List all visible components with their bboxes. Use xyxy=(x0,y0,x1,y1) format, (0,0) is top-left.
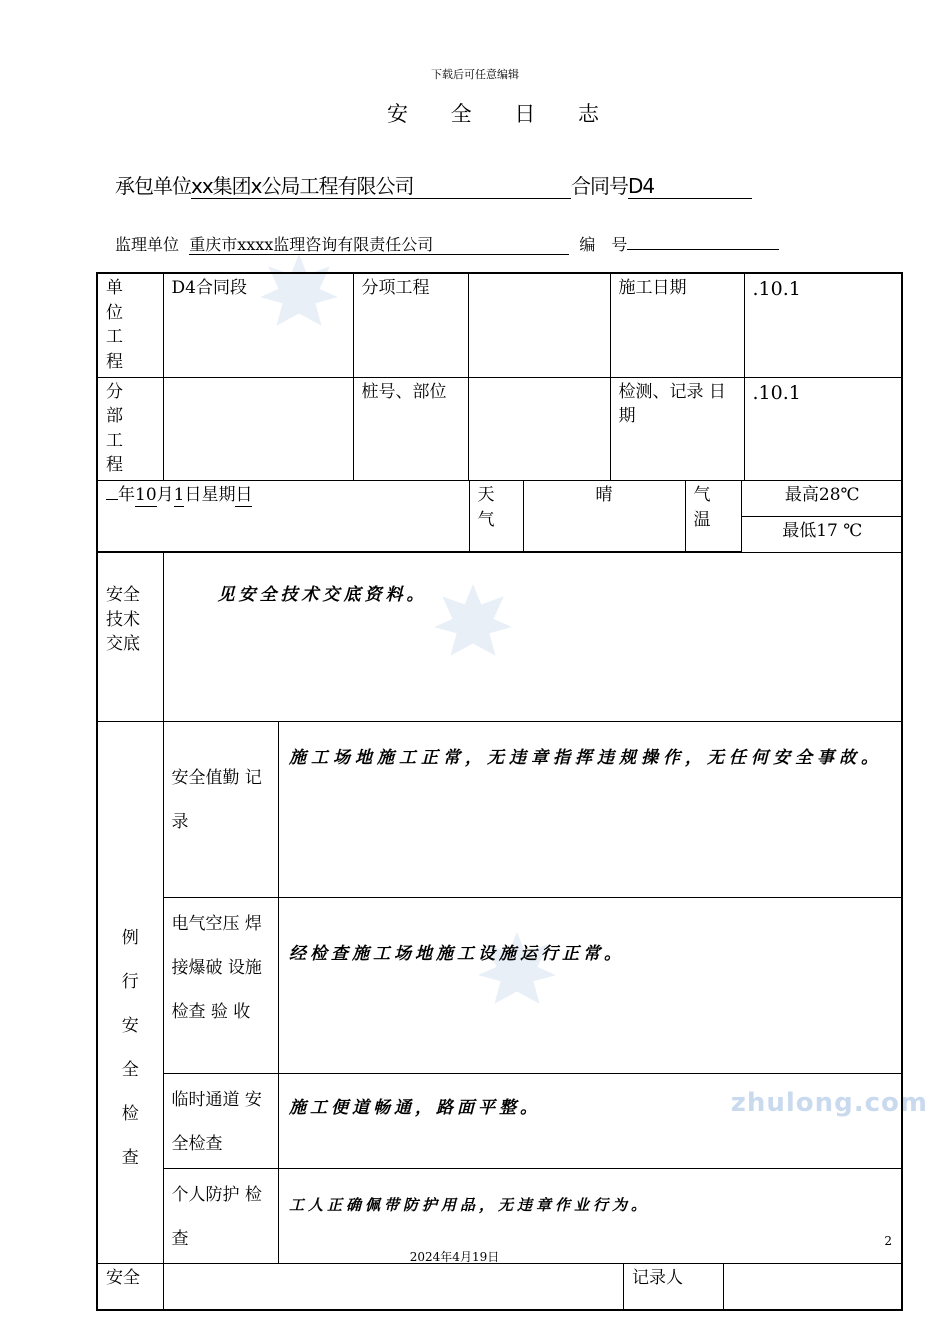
routine-label-char: 全 xyxy=(121,1059,139,1080)
routine-check-body xyxy=(163,722,902,1264)
weather-row xyxy=(97,481,902,553)
day-label: 日星期 xyxy=(184,485,236,506)
routine-check-label xyxy=(97,722,163,1264)
inspection-date-value: .10.1 xyxy=(744,377,902,481)
sub-item-value xyxy=(468,273,610,377)
number-label: 编 号 xyxy=(579,235,628,254)
equipment-check-content xyxy=(279,897,902,1073)
recorder-value xyxy=(724,1264,902,1309)
day-value: 1 xyxy=(173,485,185,506)
footer-subtable xyxy=(164,1264,902,1309)
safety-footer-body xyxy=(163,1264,902,1310)
safety-log-table xyxy=(96,272,903,1311)
temperature-low: 最低17 ℃ xyxy=(741,516,903,551)
division-project-label: 分 部 工 程 xyxy=(97,377,163,481)
routine-label-char: 检 xyxy=(121,1103,139,1124)
contractor-value: xx集团x公局工程有限公司 xyxy=(191,175,571,199)
contract-label: 合同号 xyxy=(571,174,628,198)
supervisor-line xyxy=(115,232,779,255)
contractor-label: 承包单位 xyxy=(115,174,191,198)
construction-date-value: .10.1 xyxy=(744,273,902,377)
unit-project-label: 单 位 工 程 xyxy=(97,273,163,377)
routine-label-char: 安 xyxy=(121,1015,139,1036)
document-title: 安 全 日 志 xyxy=(386,102,618,126)
ppe-check-label: 个人防护 检 查 xyxy=(164,1169,279,1264)
weather-label: 天 气 xyxy=(469,481,523,552)
tech-disclosure-content xyxy=(163,553,902,722)
page-number: 2 xyxy=(884,1234,892,1248)
pile-location-value xyxy=(468,377,610,481)
temperature-high: 最高28℃ xyxy=(741,481,903,516)
temperature-label: 气 温 xyxy=(685,481,741,552)
routine-label-char: 查 xyxy=(121,1147,139,1168)
inspection-date-label: 检测、记录 日 期 xyxy=(610,377,744,481)
routine-check-subtable xyxy=(164,722,902,1263)
month-value: 10 xyxy=(135,485,157,506)
duty-record-label: 安全值勤 记 录 xyxy=(164,722,279,897)
supervisor-value: 重庆市xxxx监理咨询有限责任公司 xyxy=(189,236,569,255)
footer-date: 2024年4月19日 xyxy=(409,1250,500,1264)
sub-item-label: 分项工程 xyxy=(353,273,468,377)
month-label: 月 xyxy=(156,485,174,506)
duty-record-content xyxy=(279,722,902,897)
watermark-text: zhulong.com xyxy=(730,1088,928,1118)
passage-check-text: 施工便道畅通，路面平整。 xyxy=(289,1097,541,1118)
pile-location-label: 桩号、部位 xyxy=(353,377,468,481)
passage-check-label: 临时通道 安全检查 xyxy=(164,1073,279,1168)
recorder-label: 记录人 xyxy=(624,1264,724,1309)
tech-disclosure-text: 见安全技术交底资料。 xyxy=(217,585,428,606)
safety-footer-label: 安全 xyxy=(97,1264,163,1310)
construction-date-label: 施工日期 xyxy=(610,273,744,377)
weekday-value: 日 xyxy=(235,485,253,506)
routine-label-char: 行 xyxy=(121,971,139,992)
ppe-check-text: 工人正确佩带防护用品，无违章作业行为。 xyxy=(289,1196,651,1214)
safety-footer-value xyxy=(164,1264,624,1309)
routine-label-char: 例 xyxy=(121,927,139,948)
number-value xyxy=(627,249,779,250)
contractor-line xyxy=(115,170,752,199)
unit-project-value: D4合同段 xyxy=(163,273,353,377)
division-project-value xyxy=(163,377,353,481)
header-note: 下载后可任意编辑 xyxy=(431,68,519,81)
contract-value: D4 xyxy=(628,175,752,199)
equipment-check-text: 经检查施工场地施工设施运行正常。 xyxy=(289,943,625,964)
supervisor-label: 监理单位 xyxy=(115,235,180,254)
weather-value: 晴 xyxy=(523,481,685,552)
equipment-check-label: 电气空压 焊接爆破 设施检查 验 收 xyxy=(164,897,279,1073)
log-date xyxy=(98,481,469,552)
duty-record-text: 施工场地施工正常，无违章指挥违规操作，无任何安全事故。 xyxy=(289,748,883,769)
tech-disclosure-label: 安全 技术 交底 xyxy=(97,553,163,722)
year-label: 年 xyxy=(118,485,135,506)
weather-subtable xyxy=(98,481,903,552)
year-value xyxy=(106,499,118,500)
passage-check-content xyxy=(279,1073,902,1168)
